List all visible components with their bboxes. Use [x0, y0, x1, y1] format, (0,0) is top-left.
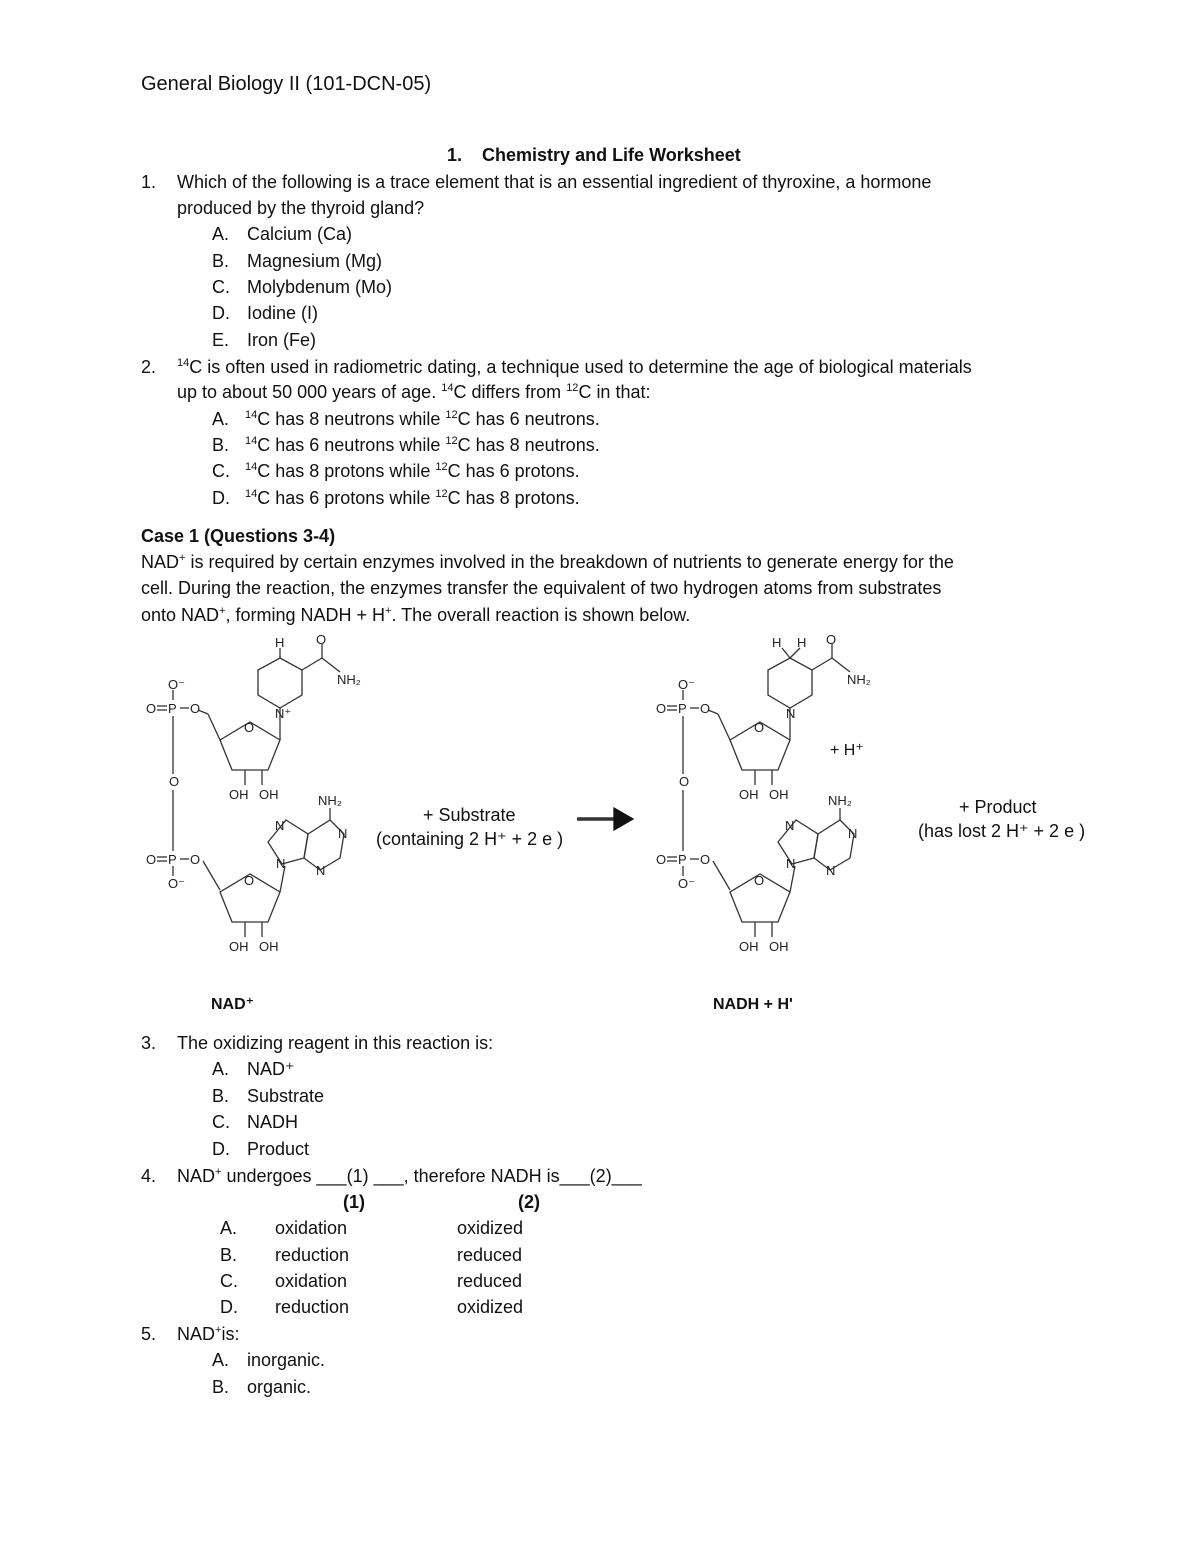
atom-oh: OH — [259, 787, 279, 802]
bond — [203, 861, 220, 890]
option-letter: B. — [212, 435, 230, 455]
atom-n: N — [786, 706, 796, 721]
q3-stem: The oxidizing reagent in this reaction is: — [177, 1033, 494, 1053]
case-text: onto NAD — [141, 605, 220, 625]
q4-row-col2: oxidized — [457, 1218, 524, 1238]
q2-number: 2. — [141, 357, 157, 377]
bond — [832, 658, 850, 672]
atom-o: O — [754, 873, 765, 888]
atom-p: P — [678, 852, 687, 867]
nadh-molecule — [656, 632, 871, 954]
option-text: Molybdenum (Mo) — [247, 277, 393, 297]
q4-stem — [177, 1165, 642, 1187]
atom-n-plus: N⁺ — [275, 706, 292, 721]
mass-number: 14 — [177, 357, 190, 369]
imidazole-ring — [268, 820, 308, 864]
q4-row-letter: B. — [220, 1245, 238, 1265]
worksheet-number: 1. — [447, 145, 463, 165]
mass-number: 12 — [435, 461, 448, 473]
option-text: Calcium (Ca) — [247, 224, 353, 244]
bond — [782, 648, 790, 658]
option-letter: D. — [212, 303, 230, 323]
atom-nh2: NH₂ — [318, 793, 342, 808]
atom-h: H — [772, 635, 782, 650]
option-letter: B. — [212, 1086, 230, 1106]
atom-oh: OH — [769, 939, 789, 954]
mass-number: 12 — [445, 435, 458, 447]
option-text: Iron (Fe) — [247, 330, 317, 350]
q5-option — [212, 1376, 311, 1398]
dihydropyridine-ring — [768, 658, 812, 708]
substrate-detail: (containing 2 H⁺ + 2 e ) — [376, 829, 564, 849]
option-text: C has 6 neutrons while — [257, 435, 441, 455]
course-header: General Biology II (101-DCN-05) — [141, 73, 432, 95]
q3-option — [212, 1085, 324, 1107]
q4-stem-text: NAD — [177, 1166, 216, 1186]
q4-number: 4. — [141, 1166, 157, 1186]
option-text: Iodine (I) — [247, 303, 319, 323]
atom-h: H — [797, 635, 807, 650]
atom-o: O — [244, 873, 255, 888]
case-text: is required by certain enzymes involved in the breakdown of nutrients to generate energy for the — [190, 552, 954, 572]
option-text: C has 6 protons while — [257, 488, 431, 508]
q3-option — [212, 1111, 298, 1133]
plus-h-label: + H⁺ — [830, 742, 864, 759]
q4-row-col1: reduction — [275, 1297, 350, 1317]
charge-sup: + — [215, 1166, 222, 1178]
q4-column-header-2: (2) — [518, 1192, 540, 1212]
atom-nh2: NH₂ — [847, 672, 871, 687]
case-heading: Case 1 (Questions 3-4) — [141, 526, 336, 546]
q5-stem — [177, 1323, 239, 1345]
option-text: C has 8 neutrons. — [457, 435, 600, 455]
atom-o: O — [826, 632, 837, 647]
atom-n: N — [786, 856, 796, 871]
atom-o: O — [146, 852, 157, 867]
option-letter: C. — [212, 1112, 230, 1132]
atom-n: N — [338, 826, 348, 841]
atom-o: O — [190, 701, 201, 716]
reaction-arrow-icon — [577, 808, 633, 830]
atom-o: O — [169, 774, 180, 789]
atom-p: P — [168, 852, 177, 867]
q4-row-col2: reduced — [457, 1271, 523, 1291]
q3-number: 3. — [141, 1033, 157, 1053]
mass-number: 12 — [435, 488, 448, 500]
q2-stem-text: C differs from — [453, 382, 562, 402]
option-letter: A. — [212, 409, 230, 429]
bond — [208, 714, 220, 740]
mass-number: 12 — [566, 382, 579, 394]
atom-nh2: NH₂ — [828, 793, 852, 808]
atom-oh: OH — [739, 939, 759, 954]
q2-stem-text: C in that: — [578, 382, 651, 402]
bond — [302, 658, 322, 670]
worksheet-title-text: Chemistry and Life Worksheet — [482, 145, 741, 165]
option-text: Substrate — [247, 1086, 325, 1106]
mass-number: 14 — [245, 461, 258, 473]
option-letter: C. — [212, 461, 230, 481]
case-text: , forming NADH + H — [225, 605, 386, 625]
option-text: Magnesium (Mg) — [247, 251, 383, 271]
atom-o: O — [244, 720, 255, 735]
atom-o-minus: O⁻ — [678, 677, 695, 692]
q5-option — [212, 1349, 325, 1371]
atom-o: O — [656, 701, 667, 716]
mass-number: 14 — [441, 382, 454, 394]
mass-number: 14 — [245, 409, 258, 421]
atom-o-minus: O⁻ — [168, 677, 185, 692]
option-text: NAD⁺ — [247, 1059, 295, 1079]
q4-row-col2: reduced — [457, 1245, 523, 1265]
product-label: + Product — [959, 797, 1037, 817]
atom-oh: OH — [229, 939, 249, 954]
bond — [718, 714, 730, 740]
atom-n: N — [316, 863, 326, 878]
option-text: C has 8 protons. — [447, 488, 580, 508]
option-letter: D. — [212, 488, 230, 508]
option-letter: B. — [212, 1377, 230, 1397]
atom-p: P — [678, 701, 687, 716]
case-text: . The overall reaction is shown below. — [391, 605, 691, 625]
atom-o: O — [700, 701, 711, 716]
atom-o: O — [679, 774, 690, 789]
bond — [812, 658, 832, 670]
atom-o: O — [656, 852, 667, 867]
option-letter: D. — [212, 1139, 230, 1159]
q2-stem-text: up to about 50 000 years of age. — [177, 382, 437, 402]
atom-oh: OH — [259, 939, 279, 954]
bond — [322, 658, 340, 672]
atom-o: O — [700, 852, 711, 867]
q4-row-letter: C. — [220, 1271, 238, 1291]
atom-nh2: NH₂ — [337, 672, 361, 687]
option-text: C has 6 neutrons. — [457, 409, 600, 429]
q5-stem-text: is: — [221, 1324, 240, 1344]
q2-stem-text: C is often used in radiometric dating, a technique used to determine the age of biological materials — [189, 357, 972, 377]
q4-row-col1: oxidation — [275, 1271, 348, 1291]
substrate-label: + Substrate — [423, 805, 516, 825]
atom-o: O — [754, 720, 765, 735]
atom-h: H — [275, 635, 285, 650]
option-text: C has 8 protons while — [257, 461, 431, 481]
option-letter: A. — [212, 1059, 230, 1079]
atom-o: O — [316, 632, 327, 647]
q4-row-col1: reduction — [275, 1245, 350, 1265]
charge-sup: + — [219, 605, 226, 617]
option-text: organic. — [247, 1377, 312, 1397]
atom-o-minus: O⁻ — [168, 876, 185, 891]
nad-plus-molecule — [146, 632, 361, 954]
atom-oh: OH — [769, 787, 789, 802]
q3-option — [212, 1138, 309, 1160]
q1-number: 1. — [141, 172, 157, 192]
q4-row-col2: oxidized — [457, 1297, 524, 1317]
q4-row-col1: oxidation — [275, 1218, 348, 1238]
atom-oh: OH — [229, 787, 249, 802]
q3-option — [212, 1058, 295, 1080]
atom-o-minus: O⁻ — [678, 876, 695, 891]
option-letter: A. — [212, 224, 230, 244]
charge-sup: + — [215, 1324, 222, 1336]
q1-stem-line1: Which of the following is a trace element that is an essential ingredient of thyroxine, a hormone — [177, 172, 932, 192]
q4-stem-text: undergoes ___(1) ___, therefore NADH is___(2)___ — [226, 1166, 642, 1186]
option-text: Product — [247, 1139, 310, 1159]
q4-row-letter: D. — [220, 1297, 238, 1317]
option-text: C has 8 neutrons while — [257, 409, 441, 429]
q5-stem-text: NAD — [177, 1324, 216, 1344]
pyridine-ring — [258, 658, 302, 708]
option-letter: A. — [212, 1350, 230, 1370]
option-text: C has 6 protons. — [447, 461, 580, 481]
atom-n: N — [276, 856, 286, 871]
charge-sup: + — [179, 552, 186, 564]
atom-n: N — [275, 818, 285, 833]
bond — [713, 861, 730, 890]
q4-column-header-1: (1) — [343, 1192, 365, 1212]
case-text: NAD — [141, 552, 180, 572]
nad-label: NAD⁺ — [211, 996, 255, 1013]
q4-row-letter: A. — [220, 1218, 238, 1238]
atom-p: P — [168, 701, 177, 716]
nadh-label: NADH + H' — [713, 996, 793, 1013]
imidazole-ring — [778, 820, 818, 864]
case-paragraph-line2: cell. During the reaction, the enzymes transfer the equivalent of two hydrogen atoms from substrates — [141, 578, 942, 598]
atom-n: N — [785, 818, 795, 833]
q5-number: 5. — [141, 1324, 157, 1344]
mass-number: 14 — [245, 488, 258, 500]
atom-n: N — [826, 863, 836, 878]
mass-number: 14 — [245, 435, 258, 447]
charge-sup: + — [385, 605, 392, 617]
option-letter: E. — [212, 330, 230, 350]
option-text: NADH — [247, 1112, 299, 1132]
q1-stem-line2: produced by the thyroid gland? — [177, 198, 425, 218]
option-letter: C. — [212, 277, 230, 297]
atom-o: O — [146, 701, 157, 716]
product-detail: (has lost 2 H⁺ + 2 e ) — [918, 821, 1086, 841]
atom-o: O — [190, 852, 201, 867]
mass-number: 12 — [445, 409, 458, 421]
option-text: inorganic. — [247, 1350, 326, 1370]
atom-oh: OH — [739, 787, 759, 802]
option-letter: B. — [212, 251, 230, 271]
atom-n: N — [848, 826, 858, 841]
